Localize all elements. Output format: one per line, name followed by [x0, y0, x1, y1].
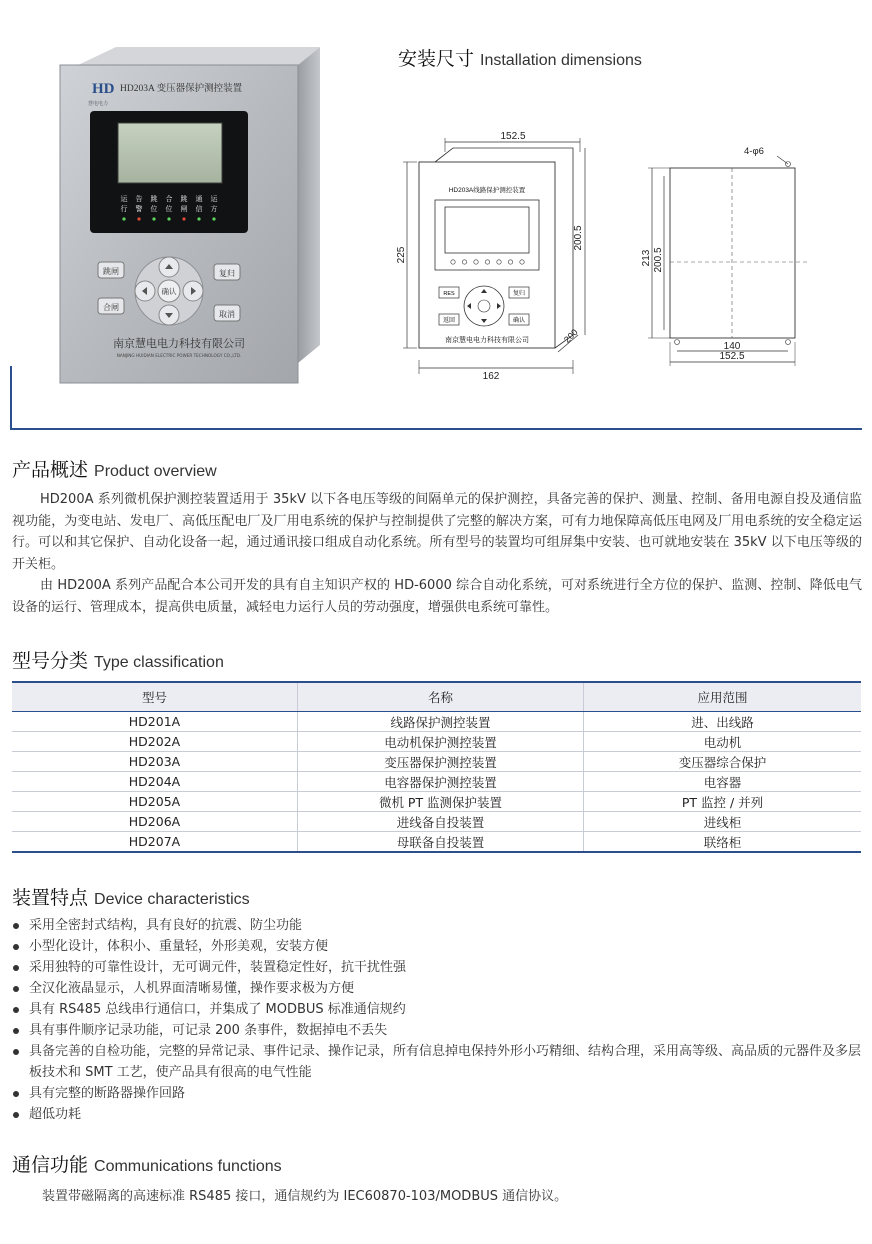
dim-inner-h: 200.5	[653, 247, 664, 273]
table-cell: HD206A	[12, 812, 298, 832]
table-row	[12, 752, 861, 772]
comm-title	[12, 1150, 282, 1177]
type-table	[12, 681, 861, 853]
feature-item: 采用全密封式结构，具有良好的抗震、防尘功能	[12, 915, 862, 936]
front-company: 南京慧电电力科技有限公司	[445, 337, 529, 344]
feature-item: 具有事件顺序记录功能，可记录 200 条事件，数据掉电不丢失	[12, 1020, 862, 1041]
led-label-bottom: 位	[150, 205, 158, 213]
front-button-fuigui	[509, 287, 529, 298]
features-title-cn: 装置特点	[12, 887, 89, 909]
front-led	[451, 260, 455, 264]
table-cell: 进、出线路	[584, 712, 862, 732]
table-cell: 线路保护测控装置	[298, 712, 584, 732]
svg-text:复归: 复归	[219, 269, 235, 278]
front-led	[497, 260, 501, 264]
overview-paragraph-1: HD200A 系列微机保护测控装置适用于 35kV 以下各电压等级的间隔单元的保护测控，具备完善的保护、测量、控制、备用电源自投及通信监视功能，为变电站、发电厂、高低压配电厂及厂用电系统的保护与控制提供了完整的解决方案，可有力地保障高低压电网及厂用电系统的安全稳定运行。可以和其它保护、自动化设备一起，通过通讯接口组成自动化系统。所有型号的装置均可组屏集中安装、也可就地安装在 35kV 以下电压等级的开关柜。	[12, 492, 862, 572]
front-button-back	[439, 314, 459, 325]
navigation-pad[interactable]	[135, 257, 203, 325]
comm-title-en: Communications functions	[94, 1158, 282, 1175]
led-label-top: 运	[210, 195, 218, 203]
button-confirm[interactable]	[158, 280, 180, 302]
svg-text:复归: 复归	[512, 291, 526, 297]
front-dimension-drawing	[395, 130, 595, 380]
led-label-top: 合	[165, 195, 173, 203]
comm-title-cn: 通信功能	[12, 1154, 89, 1176]
svg-text:返回: 返回	[442, 318, 456, 324]
led-dot	[122, 217, 125, 220]
overview-paragraph-2: 由 HD200A 系列产品配合本公司开发的具有自主知识产权的 HD-6000 综合自动化系统，可对系统进行全方位的保护、监测、控制、降低电气设备的运行、管理成本，提高供电质量，减轻电力运行人员的劳动强度，增强供电系统可靠性。	[12, 578, 862, 615]
table-cell: 微机 PT 监测保护装置	[298, 792, 584, 812]
table-cell: 母联备自投装置	[298, 832, 584, 853]
table-cell: 变压器保护测控装置	[298, 752, 584, 772]
led-dot	[197, 217, 200, 220]
table-cell: 进线备自投装置	[298, 812, 584, 832]
button-close[interactable]	[98, 298, 124, 314]
led-label-bottom: 信	[195, 205, 203, 213]
feature-item: 具有 RS485 总线串行通信口，并集成了 MODBUS 标准通信规约	[12, 999, 862, 1020]
feature-item: 超低功耗	[12, 1104, 862, 1125]
install-title-cn: 安装尺寸	[398, 48, 475, 70]
front-led	[474, 260, 478, 264]
table-cell: HD203A	[12, 752, 298, 772]
cutout-dimension-drawing	[640, 140, 810, 375]
install-title	[398, 44, 642, 71]
table-cell: 进线柜	[584, 812, 862, 832]
led-label-bottom: 方	[210, 205, 218, 213]
table-row	[12, 712, 861, 732]
led-label-top: 通	[195, 195, 203, 203]
table-row	[12, 812, 861, 832]
types-title-cn: 型号分类	[12, 650, 89, 672]
button-cancel[interactable]	[214, 305, 240, 321]
led-label-top: 运	[120, 195, 128, 203]
table-cell: HD205A	[12, 792, 298, 812]
button-reset[interactable]	[214, 264, 240, 280]
led-label-bottom: 行	[120, 205, 128, 213]
svg-text:确认: 确认	[512, 318, 526, 324]
holes-label: 4-φ6	[744, 146, 764, 157]
table-header-row	[12, 682, 861, 712]
overview-title-en: Product overview	[94, 463, 217, 480]
cutout-outline	[670, 168, 795, 338]
dim-depth: 200	[562, 327, 580, 345]
led-label-top: 跳	[150, 195, 158, 203]
dim-inner-w: 140	[723, 341, 741, 352]
device-company: 南京慧电电力科技有限公司	[113, 338, 245, 350]
features-title-en: Device characteristics	[94, 891, 250, 908]
front-lcd	[445, 207, 529, 253]
table-cell: 电容器	[584, 772, 862, 792]
dim-inner: 200.5	[573, 225, 584, 251]
svg-text:慧电电力: 慧电电力	[88, 101, 109, 107]
led-dot	[167, 217, 170, 220]
housing-side	[298, 47, 320, 363]
table-row	[12, 772, 861, 792]
dim-bottom: 162	[482, 371, 500, 380]
header-name: 名称	[298, 682, 584, 712]
dim-outer-w: 152.5	[719, 351, 745, 362]
feature-item: 全汉化液晶显示，人机界面清晰易懂，操作要求极为方便	[12, 978, 862, 999]
svg-text:RES: RES	[443, 291, 455, 297]
front-led	[520, 260, 524, 264]
panel-title: HD203A 变压器保护测控装置	[120, 84, 243, 94]
led-label-top: 跳	[180, 195, 188, 203]
led-dot	[152, 217, 155, 220]
table-cell: 变压器综合保护	[584, 752, 862, 772]
svg-text:取消: 取消	[219, 310, 235, 319]
svg-text:合闸: 合闸	[103, 303, 119, 312]
types-title-en: Type classification	[94, 654, 224, 671]
table-cell: HD207A	[12, 832, 298, 853]
lcd-screen	[118, 123, 222, 183]
led-label-bottom: 闸	[180, 205, 188, 213]
table-row	[12, 732, 861, 752]
table-row	[12, 792, 861, 812]
table-cell: HD202A	[12, 732, 298, 752]
overview-title-cn: 产品概述	[12, 459, 89, 481]
table-cell: HD201A	[12, 712, 298, 732]
table-cell: HD204A	[12, 772, 298, 792]
table-cell: 电容器保护测控装置	[298, 772, 584, 792]
svg-text:确认: 确认	[161, 287, 177, 296]
header-model: 型号	[12, 682, 298, 712]
header-scope: 应用范围	[584, 682, 862, 712]
header-divider	[10, 428, 862, 430]
device-company-en: NANJING HUIDIAN ELECTRIC POWER TECHNOLOGY CO.,LTD.	[116, 353, 242, 358]
features-list	[12, 915, 862, 1125]
feature-item: 具备完善的自检功能，完整的异常记录、事件记录、操作记录，所有信息掉电保持外形小巧精细、结构合理，采用高等级、高品质的元器件及多层板技术和 SMT 工艺，使产品具有很高的电气性能	[12, 1041, 862, 1083]
install-title-en: Installation dimensions	[480, 52, 642, 69]
front-button-res	[439, 287, 459, 298]
dim-height: 225	[396, 246, 407, 264]
dim-top: 152.5	[500, 131, 526, 142]
table-cell: 电动机保护测控装置	[298, 732, 584, 752]
front-led	[485, 260, 489, 264]
comm-text: 装置带磁隔离的高速标准 RS485 接口，通信规约为 IEC60870-103/MODBUS 通信协议。	[42, 1189, 568, 1204]
housing-top	[78, 47, 320, 65]
table-cell: 联络柜	[584, 832, 862, 853]
header-divider-vertical	[10, 366, 12, 428]
front-led	[508, 260, 512, 264]
features-title	[12, 883, 250, 910]
device-photo	[58, 45, 326, 385]
led-label-top: 告	[135, 195, 143, 203]
front-button-ok	[509, 314, 529, 325]
led-label-bottom: 警	[135, 205, 143, 213]
led-dot	[212, 217, 215, 220]
front-device-label: HD203A线路保护测控装置	[448, 187, 526, 194]
table-row	[12, 832, 861, 853]
table-cell: PT 监控 / 并列	[584, 792, 862, 812]
button-trip[interactable]	[98, 262, 124, 278]
led-dot	[182, 217, 185, 220]
feature-item: 具有完整的断路器操作回路	[12, 1083, 862, 1104]
types-title	[12, 646, 224, 673]
svg-text:跳闸: 跳闸	[103, 267, 119, 276]
svg-text:HD: HD	[92, 81, 115, 97]
feature-item: 采用独特的可靠性设计，无可调元件，装置稳定性好，抗干扰性强	[12, 957, 862, 978]
dim-outer-h: 213	[641, 249, 652, 267]
led-label-bottom: 位	[165, 205, 173, 213]
front-led	[462, 260, 466, 264]
table-cell: 电动机	[584, 732, 862, 752]
led-dot	[137, 217, 140, 220]
feature-item: 小型化设计，体积小、重量轻，外形美观，安装方便	[12, 936, 862, 957]
